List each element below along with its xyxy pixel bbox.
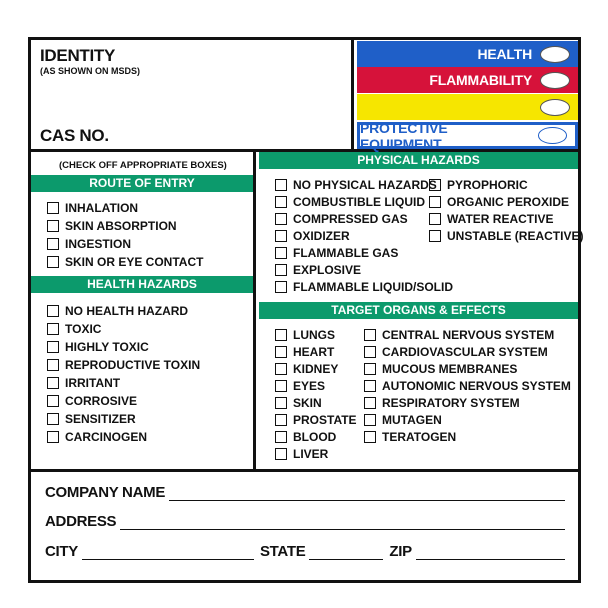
checkbox-item[interactable] xyxy=(275,229,350,243)
checkbox-item[interactable] xyxy=(364,430,456,444)
checkbox-item[interactable] xyxy=(364,328,554,342)
checkbox-item[interactable] xyxy=(429,178,528,192)
city-label: CITY xyxy=(45,543,78,560)
checkbox-label: BLOOD xyxy=(293,430,337,444)
hazard-checklist xyxy=(31,152,584,472)
checkbox-label: SKIN OR EYE CONTACT xyxy=(65,255,204,269)
checkbox[interactable] xyxy=(364,397,376,409)
checkbox-item[interactable] xyxy=(47,219,177,233)
protective-equipment-label: PROTECTIVE EQUIPMENT xyxy=(360,119,448,152)
checkbox[interactable] xyxy=(275,264,287,276)
checkbox[interactable] xyxy=(275,431,287,443)
identity-title: IDENTITY xyxy=(40,46,116,65)
reactivity-bar xyxy=(357,94,578,120)
checkbox[interactable] xyxy=(47,256,59,268)
checkbox[interactable] xyxy=(47,202,59,214)
health-rating-oval[interactable] xyxy=(540,46,570,63)
checkbox-label: HEART xyxy=(293,345,335,359)
checkbox-item[interactable] xyxy=(47,430,147,444)
checkbox[interactable] xyxy=(364,363,376,375)
checkbox-label: OXIDIZER xyxy=(293,229,350,243)
reactivity-rating-oval[interactable] xyxy=(540,99,570,116)
checkbox-item[interactable] xyxy=(275,195,425,209)
checkbox-label: PROSTATE xyxy=(293,413,357,427)
address-field[interactable] xyxy=(45,513,565,530)
company-info xyxy=(31,475,578,580)
checkbox[interactable] xyxy=(47,395,59,407)
flammability-bar xyxy=(357,67,578,93)
protective-equipment-oval[interactable] xyxy=(538,127,568,144)
hazard-rating-bars xyxy=(357,40,578,152)
checkbox-label: LUNGS xyxy=(293,328,335,342)
checkbox[interactable] xyxy=(47,220,59,232)
checkbox[interactable] xyxy=(47,238,59,250)
checkbox-item[interactable] xyxy=(275,246,398,260)
label-header xyxy=(31,40,578,152)
checkbox[interactable] xyxy=(47,377,59,389)
checkbox[interactable] xyxy=(275,363,287,375)
checkbox-label: SENSITIZER xyxy=(65,412,136,426)
zip-label: ZIP xyxy=(389,543,412,560)
checkbox-label: TOXIC xyxy=(65,322,102,336)
checkbox[interactable] xyxy=(275,329,287,341)
checkbox-item[interactable] xyxy=(47,201,138,215)
checkbox-label: EYES xyxy=(293,379,326,393)
checkbox-item[interactable] xyxy=(47,340,149,354)
checkbox-item[interactable] xyxy=(429,212,553,226)
checkbox-label: IRRITANT xyxy=(65,376,121,390)
flammability-label: FLAMMABILITY xyxy=(429,72,532,88)
protective-equipment-bar xyxy=(357,119,578,152)
checkbox-label: MUCOUS MEMBRANES xyxy=(382,362,518,376)
checkbox[interactable] xyxy=(275,414,287,426)
checkbox-item[interactable] xyxy=(364,396,520,410)
checkbox-item[interactable] xyxy=(47,322,101,336)
checkbox[interactable] xyxy=(429,213,441,225)
checkbox-label: MUTAGEN xyxy=(382,413,442,427)
checkbox-item[interactable] xyxy=(275,362,338,376)
checkbox[interactable] xyxy=(275,281,287,293)
identity-box xyxy=(31,40,354,149)
checkbox-item[interactable] xyxy=(364,379,571,393)
checkbox[interactable] xyxy=(364,431,376,443)
checkbox-label: AUTONOMIC NERVOUS SYSTEM xyxy=(382,379,571,393)
right-column xyxy=(259,152,584,469)
checkbox-label: TERATOGEN xyxy=(382,430,457,444)
checkbox-label: ORGANIC PEROXIDE xyxy=(447,195,570,209)
city-line[interactable] xyxy=(82,546,254,560)
checkbox[interactable] xyxy=(364,329,376,341)
checkbox-item[interactable] xyxy=(364,362,517,376)
checkbox[interactable] xyxy=(429,230,441,242)
checkbox-item[interactable] xyxy=(47,304,188,318)
target-organs-header: TARGET ORGANS & EFFECTS xyxy=(259,302,578,319)
checkbox[interactable] xyxy=(275,213,287,225)
checkbox-item[interactable] xyxy=(429,195,569,209)
health-label: HEALTH xyxy=(477,46,532,62)
checkbox[interactable] xyxy=(364,346,376,358)
address-line[interactable] xyxy=(120,516,565,530)
company-name-field[interactable] xyxy=(45,484,565,501)
checkbox-item[interactable] xyxy=(275,430,336,444)
checkbox-item[interactable] xyxy=(275,328,335,342)
checkbox[interactable] xyxy=(275,247,287,259)
state-label: STATE xyxy=(259,543,306,560)
checkbox-label: PYROPHORIC xyxy=(447,178,528,192)
checkbox[interactable] xyxy=(275,196,287,208)
checkbox-label: FLAMMABLE GAS xyxy=(293,246,399,260)
checkbox-item[interactable] xyxy=(275,178,437,192)
zip-line[interactable] xyxy=(416,546,565,560)
hazard-label xyxy=(28,37,584,583)
checkbox-label: LIVER xyxy=(293,447,329,461)
state-line[interactable] xyxy=(309,546,383,560)
checkbox-label: NO PHYSICAL HAZARDS xyxy=(293,178,437,192)
company-name-label: COMPANY NAME xyxy=(45,484,166,501)
checkbox-label: FLAMMABLE LIQUID/SOLID xyxy=(293,280,453,294)
checkbox-item[interactable] xyxy=(364,345,548,359)
checkbox[interactable] xyxy=(429,179,441,191)
checkbox-item[interactable] xyxy=(47,394,137,408)
checkbox[interactable] xyxy=(47,413,59,425)
instruction-text: (CHECK OFF APPROPRIATE BOXES) xyxy=(59,160,227,171)
left-column xyxy=(31,152,256,469)
checkbox-label: EXPLOSIVE xyxy=(293,263,362,277)
checkbox-item[interactable] xyxy=(364,413,442,427)
address-label: ADDRESS xyxy=(45,513,117,530)
city-state-zip-row xyxy=(45,543,565,560)
route-of-entry-header: ROUTE OF ENTRY xyxy=(31,175,253,192)
checkbox[interactable] xyxy=(275,448,287,460)
checkbox[interactable] xyxy=(429,196,441,208)
checkbox-item[interactable] xyxy=(275,396,322,410)
checkbox-item[interactable] xyxy=(275,413,357,427)
checkbox[interactable] xyxy=(275,179,287,191)
checkbox-item[interactable] xyxy=(429,229,583,243)
checkbox-label: INGESTION xyxy=(65,237,132,251)
checkbox[interactable] xyxy=(47,359,59,371)
checkbox-item[interactable] xyxy=(275,280,453,294)
checkbox[interactable] xyxy=(275,397,287,409)
identity-subtitle: (AS SHOWN ON MSDS) xyxy=(40,66,140,76)
checkbox-item[interactable] xyxy=(275,263,361,277)
checkbox-item[interactable] xyxy=(47,358,200,372)
checkbox-label: COMPRESSED GAS xyxy=(293,212,408,226)
health-hazards-header: HEALTH HAZARDS xyxy=(31,276,253,293)
checkbox-label: REPRODUCTIVE TOXIN xyxy=(65,358,201,372)
checkbox-item[interactable] xyxy=(275,379,325,393)
checkbox-label: NO HEALTH HAZARD xyxy=(65,304,189,318)
checkbox[interactable] xyxy=(47,323,59,335)
checkbox-label: CENTRAL NERVOUS SYSTEM xyxy=(382,328,555,342)
checkbox-item[interactable] xyxy=(47,237,131,251)
checkbox-label: KIDNEY xyxy=(293,362,339,376)
physical-hazards-header: PHYSICAL HAZARDS xyxy=(259,152,578,169)
health-bar xyxy=(357,41,578,67)
checkbox[interactable] xyxy=(47,431,59,443)
company-name-line[interactable] xyxy=(169,487,565,501)
checkbox-item[interactable] xyxy=(47,412,136,426)
cas-number-label: CAS NO. xyxy=(40,126,109,145)
checkbox[interactable] xyxy=(275,380,287,392)
checkbox[interactable] xyxy=(47,341,59,353)
checkbox-item[interactable] xyxy=(47,376,120,390)
checkbox[interactable] xyxy=(275,346,287,358)
checkbox-label: INHALATION xyxy=(65,201,139,215)
checkbox-label: CARDIOVASCULAR SYSTEM xyxy=(382,345,548,359)
checkbox-label: WATER REACTIVE xyxy=(447,212,554,226)
checkbox[interactable] xyxy=(364,380,376,392)
checkbox-item[interactable] xyxy=(47,255,203,269)
flammability-rating-oval[interactable] xyxy=(540,72,570,89)
checkbox-label: CARCINOGEN xyxy=(65,430,148,444)
checkbox[interactable] xyxy=(47,305,59,317)
checkbox-label: SKIN xyxy=(293,396,322,410)
checkbox[interactable] xyxy=(364,414,376,426)
checkbox-label: COMBUSTIBLE LIQUID xyxy=(293,195,425,209)
checkbox-item[interactable] xyxy=(275,212,408,226)
checkbox-label: UNSTABLE (REACTIVE) xyxy=(447,229,584,243)
checkbox-label: CORROSIVE xyxy=(65,394,138,408)
checkbox[interactable] xyxy=(275,230,287,242)
checkbox-label: RESPIRATORY SYSTEM xyxy=(382,396,520,410)
checkbox-label: HIGHLY TOXIC xyxy=(65,340,149,354)
checkbox-item[interactable] xyxy=(275,447,328,461)
checkbox-label: SKIN ABSORPTION xyxy=(65,219,177,233)
checkbox-item[interactable] xyxy=(275,345,334,359)
